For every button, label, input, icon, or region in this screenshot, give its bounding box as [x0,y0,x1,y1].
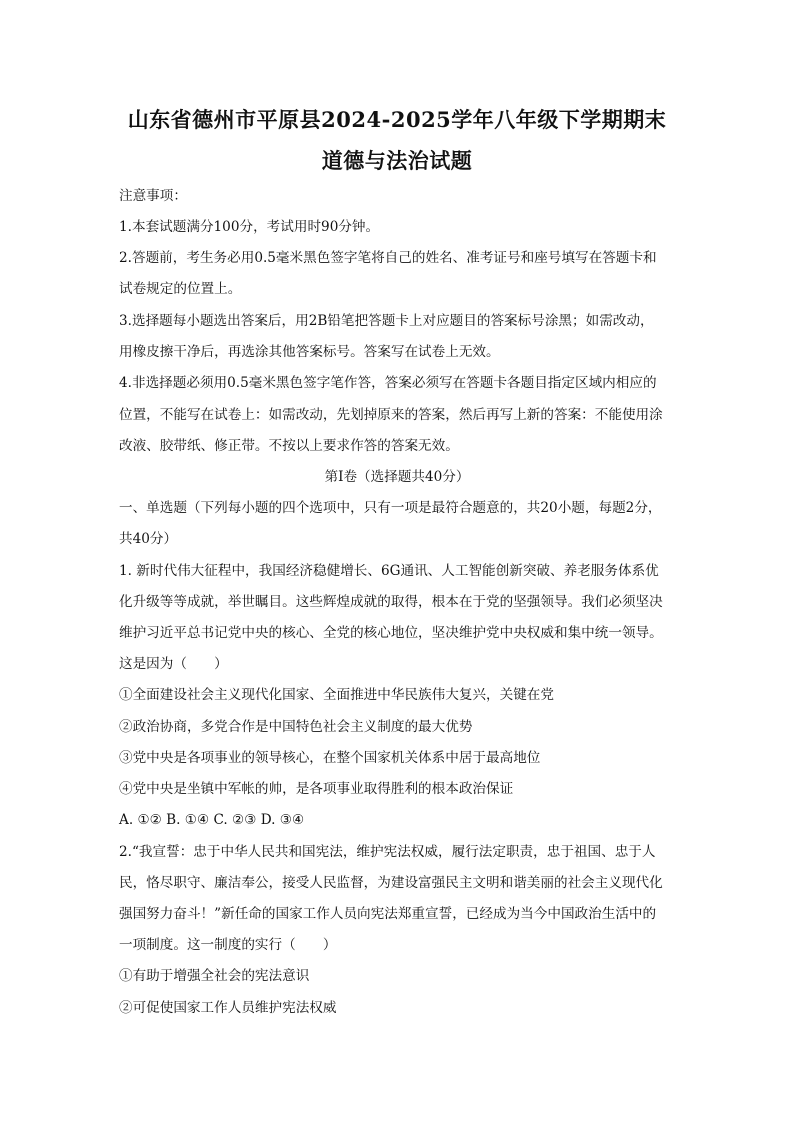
exam-title-line2: 道德与法治试题 [321,148,473,173]
notice-line: 1.本套试题满分100分，考试用时90分钟。 [119,219,380,235]
answer-choices: A. ①② B. ①④ C. ②③ D. ③④ [119,812,305,828]
notice-line: 用橡皮擦干净后，再选涂其他答案标号。答案写在试卷上无效。 [119,344,500,360]
question-stem: 化升级等等成就，举世瞩目。这些辉煌成就的取得，根本在于党的坚强领导。我们必须坚决 [119,594,663,610]
notice-line: 3.选择题每小题选出答案后，用2B铅笔把答题卡上对应题目的答案标号涂黑；如需改动， [119,313,654,329]
exam-title-line1: 山东省德州市平原县2024-2025学年八年级下学期期末 [127,107,667,132]
question-option: ④党中央是坐镇中军帐的帅，是各项事业取得胜利的根本政治保证 [119,781,514,797]
question-stem: 强国努力奋斗！”新任命的国家工作人员向宪法郑重宣誓，已经成为当今中国政治生活中的 [119,906,657,922]
question-stem: 民，恪尽职守、廉洁奉公，接受人民监督，为建设富强民主文明和谐美丽的社会主义现代化 [119,875,663,891]
section-title: 第Ⅰ卷（选择题共40分） [324,469,470,485]
question-option: ②政治协商，多党合作是中国特色社会主义制度的最大优势 [119,719,473,735]
notice-line: 位置，不能写在试卷上：如需改动，先划掉原来的答案，然后再写上新的答案：不能使用涂 [119,407,663,423]
notice-line: 2.答题前，考生务必用0.5毫米黑色签字笔将自己的姓名、准考证号和座号填写在答题卡和 [119,250,657,266]
question-option: ③党中央是各项事业的领导核心，在整个国家机关体系中居于最高地位 [119,750,541,766]
question-stem: 一项制度。这一制度的实行（ ） [119,937,337,953]
notice-line: 试卷规定的位置上。 [119,281,242,297]
section-intro: 共40分） [119,531,178,547]
notice-line: 改液、胶带纸、修正带。不按以上要求作答的答案无效。 [119,438,459,454]
question-option: ①有助于增强全社会的宪法意识 [119,968,310,984]
notice-line: 4.非选择题必须用0.5毫米黑色签字笔作答，答案必须写在答题卡各题目指定区域内相应的 [119,375,657,391]
question-stem: 2.“我宣誓：忠于中华人民共和国宪法，维护宪法权威，履行法定职责，忠于祖国、忠于人 [119,844,656,860]
question-stem: 这是因为（ ） [119,656,228,672]
section-intro: 一、单选题（下列每小题的四个选项中，只有一项是最符合题意的，共20小题，每题2分， [119,500,662,516]
question-option: ①全面建设社会主义现代化国家、全面推进中华民族伟大复兴，关键在党 [119,687,554,703]
notice-heading: 注意事项： [119,188,187,204]
question-option: ②可促使国家工作人员维护宪法权威 [119,1000,337,1016]
question-stem: 维护习近平总书记党中央的核心、全党的核心地位，坚决维护党中央权威和集中统一领导。 [119,625,663,641]
question-stem: 1. 新时代伟大征程中，我国经济稳健增长、6G通讯、人工智能创新突破、养老服务体系优 [119,563,659,579]
